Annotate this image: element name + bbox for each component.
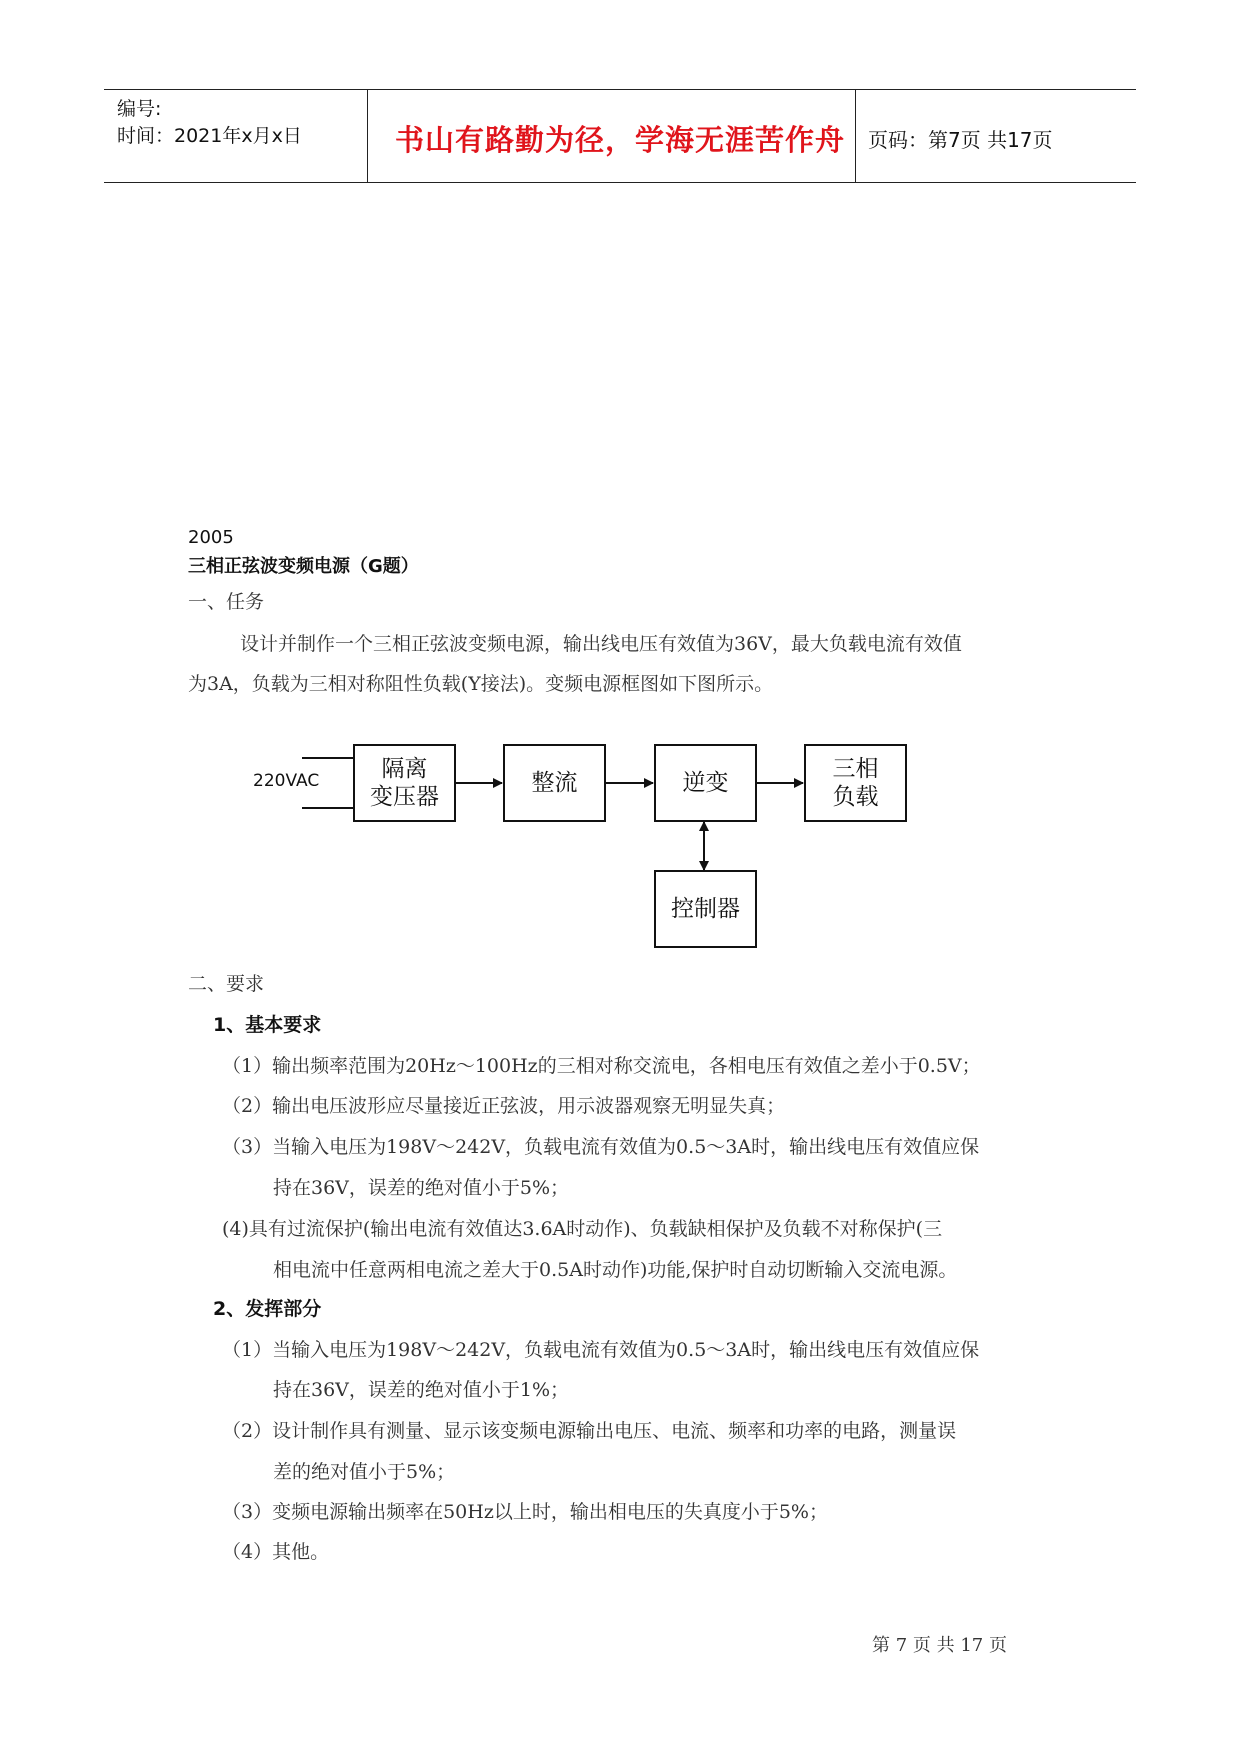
advanced-item-1: （1）当输入电压为198V～242V，负载电流有效值为0.5～3A时，输出线电压有效值应保 xyxy=(222,1339,980,1361)
basic-item-4: (4)具有过流保护(输出电流有效值达3.6A时动作)、负载缺相保护及负载不对称保护(三 xyxy=(222,1218,943,1240)
controller-label: 控制器 xyxy=(671,896,740,922)
task-paragraph-line1: 设计并制作一个三相正弦波变频电源，输出线电压有效值为36V，最大负载电流有效值 xyxy=(240,633,962,655)
doc-title: 三相正弦波变频电源（G题） xyxy=(188,556,419,577)
isolation-transformer-block xyxy=(353,744,456,822)
advanced-item-4: （4）其他。 xyxy=(222,1541,330,1563)
advanced-item-1-cont: 持在36V，误差的绝对值小于1%； xyxy=(273,1379,570,1401)
header-motto: 书山有路勤为径，学海无涯苦作舟 xyxy=(395,123,846,157)
three-phase-load-block xyxy=(804,744,907,822)
advanced-requirements-heading: 2、发挥部分 xyxy=(213,1298,322,1320)
input-voltage-label: 220VAC xyxy=(253,771,320,791)
isolation-block-line1: 隔离 xyxy=(381,756,428,782)
rectifier-label: 整流 xyxy=(531,770,578,796)
header-page-label: 页码：第7页 共17页 xyxy=(868,128,1053,152)
advanced-item-2-cont: 差的绝对值小于5%； xyxy=(273,1461,456,1483)
load-block-line1: 三相 xyxy=(832,756,879,782)
isolation-block-line2: 变压器 xyxy=(370,784,439,810)
section-task-heading: 一、任务 xyxy=(188,591,265,613)
rectifier-block xyxy=(503,744,606,822)
basic-item-3: （3）当输入电压为198V～242V，负载电流有效值为0.5～3A时，输出线电压有效值应保 xyxy=(222,1136,980,1158)
inverter-label: 逆变 xyxy=(682,770,729,796)
doc-year: 2005 xyxy=(188,527,234,548)
footer-page-number: 第 7 页 共 17 页 xyxy=(872,1635,1007,1656)
inverter-block xyxy=(654,744,757,822)
doc-number-label: 编号: xyxy=(117,98,162,120)
basic-item-3-cont: 持在36V，误差的绝对值小于5%； xyxy=(273,1177,570,1199)
section-requirements-heading: 二、要求 xyxy=(188,973,265,995)
controller-block xyxy=(654,870,757,948)
advanced-item-3: （3）变频电源输出频率在50Hz以上时，输出相电压的失真度小于5%； xyxy=(222,1501,828,1523)
basic-item-4-cont: 相电流中任意两相电流之差大于0.5A时动作)功能,保护时自动切断输入交流电源。 xyxy=(273,1259,958,1281)
task-paragraph-line2: 为3A，负载为三相对称阻性负载(Y接法)。变频电源框图如下图所示。 xyxy=(188,673,774,695)
basic-item-1: （1）输出频率范围为20Hz～100Hz的三相对称交流电，各相电压有效值之差小于0.5V； xyxy=(222,1055,981,1077)
doc-time-label: 时间：2021年x月x日 xyxy=(117,125,302,147)
load-block-line2: 负载 xyxy=(832,784,879,810)
advanced-item-2: （2）设计制作具有测量、显示该变频电源输出电压、电流、频率和功率的电路，测量误 xyxy=(222,1420,957,1442)
basic-requirements-heading: 1、基本要求 xyxy=(213,1014,322,1036)
basic-item-2: （2）输出电压波形应尽量接近正弦波，用示波器观察无明显失真； xyxy=(222,1095,786,1117)
